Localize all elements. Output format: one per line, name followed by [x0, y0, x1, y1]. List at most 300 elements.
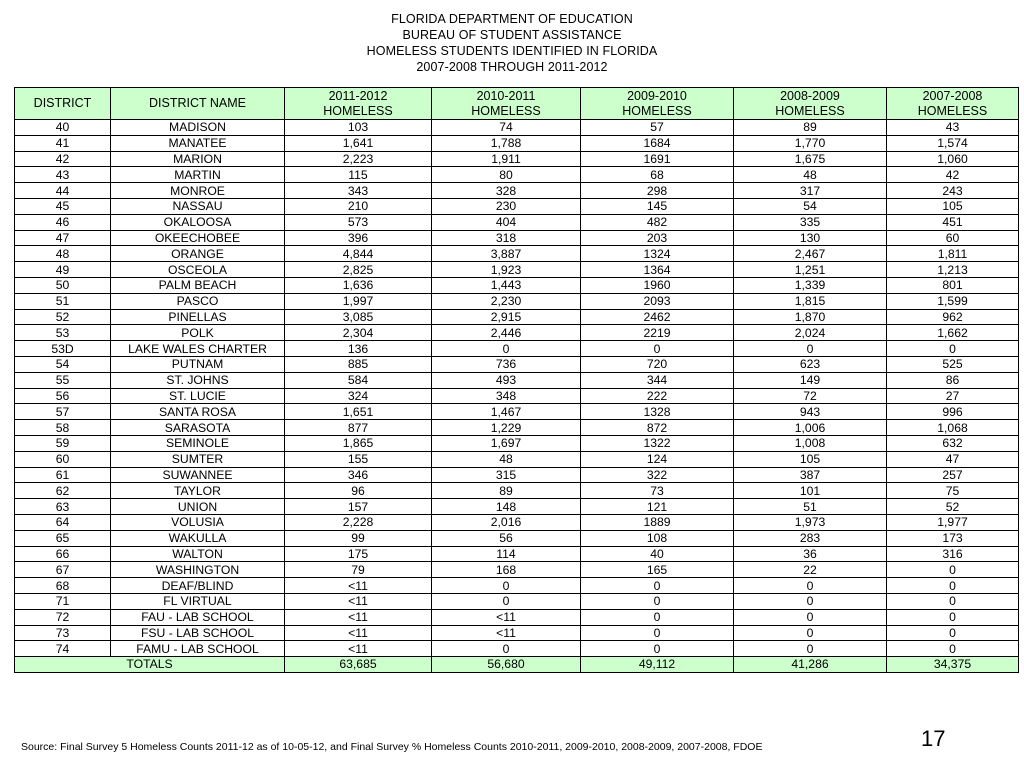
table-cell: 1,213 [887, 262, 1019, 278]
column-header [887, 88, 1019, 120]
table-cell: 584 [285, 372, 432, 388]
table-row [15, 467, 1019, 483]
table-cell: 632 [887, 435, 1019, 451]
table-cell: 0 [581, 578, 734, 594]
table-cell: 2,304 [285, 325, 432, 341]
table-row [15, 151, 1019, 167]
table-row [15, 372, 1019, 388]
table-cell: POLK [111, 325, 285, 341]
table-cell: <11 [432, 609, 581, 625]
table-cell: WASHINGTON [111, 562, 285, 578]
table-cell: OKEECHOBEE [111, 230, 285, 246]
table-cell: 0 [887, 562, 1019, 578]
table-cell: 0 [887, 341, 1019, 357]
table-cell: SEMINOLE [111, 435, 285, 451]
source-note: Source: Final Survey 5 Homeless Counts 2011-12 as of 10-05-12, and Final Survey % Homeless Counts 2010-2011, 2009-2010, 2008-2009, 2007-2008, FDOE [21, 741, 763, 753]
table-cell: 343 [285, 183, 432, 199]
table-cell: 0 [734, 341, 887, 357]
column-header-line: HOMELESS [622, 103, 692, 118]
table-cell: 148 [432, 499, 581, 515]
table-cell: 53 [15, 325, 111, 341]
table-cell: 60 [887, 230, 1019, 246]
table-cell: 1691 [581, 151, 734, 167]
column-header-line: HOMELESS [775, 103, 845, 118]
table-cell: 2462 [581, 309, 734, 325]
table-cell: 59 [15, 435, 111, 451]
table-cell: 1,788 [432, 135, 581, 151]
table-cell: 71 [15, 593, 111, 609]
table-row [15, 356, 1019, 372]
table-row [15, 435, 1019, 451]
table-cell: 1,636 [285, 277, 432, 293]
table-cell: 57 [15, 404, 111, 420]
table-cell: 42 [887, 167, 1019, 183]
table-cell: 63 [15, 499, 111, 515]
table-cell: 0 [734, 593, 887, 609]
table-cell: MARION [111, 151, 285, 167]
table-cell: 1364 [581, 262, 734, 278]
table-cell: DEAF/BLIND [111, 578, 285, 594]
table-cell: 52 [15, 309, 111, 325]
table-cell: 173 [887, 530, 1019, 546]
table-cell: 60 [15, 451, 111, 467]
table-row [15, 277, 1019, 293]
table-row [15, 483, 1019, 499]
title-line-3: HOMELESS STUDENTS IDENTIFIED IN FLORIDA [366, 44, 658, 58]
table-row [15, 451, 1019, 467]
table-row [15, 325, 1019, 341]
table-body [15, 120, 1019, 673]
table-cell: 2093 [581, 293, 734, 309]
table-cell: 0 [887, 578, 1019, 594]
table-cell: 53D [15, 341, 111, 357]
table-cell: 89 [734, 120, 887, 136]
table-cell: 1,675 [734, 151, 887, 167]
table-cell: 230 [432, 198, 581, 214]
table-cell: 2,228 [285, 514, 432, 530]
table-cell: <11 [432, 625, 581, 641]
table-cell: 22 [734, 562, 887, 578]
table-cell: 316 [887, 546, 1019, 562]
table-cell: 136 [285, 341, 432, 357]
table-cell: 2,467 [734, 246, 887, 262]
table-row [15, 183, 1019, 199]
column-header-line: DISTRICT [33, 96, 92, 110]
column-header-line: 2007-2008 [922, 88, 983, 103]
table-cell: MADISON [111, 120, 285, 136]
table-cell: 50 [15, 277, 111, 293]
table-cell: 2,230 [432, 293, 581, 309]
table-cell: 155 [285, 451, 432, 467]
table-cell: 0 [432, 641, 581, 657]
table-row [15, 609, 1019, 625]
table-cell: 0 [887, 609, 1019, 625]
table-cell: 0 [581, 341, 734, 357]
table-cell: 68 [15, 578, 111, 594]
table-cell: 493 [432, 372, 581, 388]
table-cell: 101 [734, 483, 887, 499]
table-cell: 62 [15, 483, 111, 499]
table-cell: 1,770 [734, 135, 887, 151]
table-cell: 105 [734, 451, 887, 467]
table-cell: 175 [285, 546, 432, 562]
column-header [285, 88, 432, 120]
table-cell: 72 [15, 609, 111, 625]
table-cell: 328 [432, 183, 581, 199]
table-cell: 121 [581, 499, 734, 515]
column-header-line: 2008-2009 [780, 88, 840, 103]
table-cell: 1328 [581, 404, 734, 420]
table-cell: 3,085 [285, 309, 432, 325]
table-cell: 36 [734, 546, 887, 562]
table-cell: 0 [432, 593, 581, 609]
table-cell: 387 [734, 467, 887, 483]
table-cell: 41 [15, 135, 111, 151]
table-cell: 0 [581, 625, 734, 641]
table-cell: 1,662 [887, 325, 1019, 341]
table-cell: PUTNAM [111, 356, 285, 372]
table-cell: 943 [734, 404, 887, 420]
column-header [111, 88, 285, 120]
table-cell: 108 [581, 530, 734, 546]
table-cell: ST. LUCIE [111, 388, 285, 404]
column-header-line: 2011-2012 [328, 88, 388, 103]
table-cell: 1324 [581, 246, 734, 262]
title-line-4: 2007-2008 THROUGH 2011-2012 [416, 60, 608, 74]
table-cell: 1322 [581, 435, 734, 451]
table-cell: 0 [734, 641, 887, 657]
totals-cell: 63,685 [285, 657, 432, 673]
table-cell: MARTIN [111, 167, 285, 183]
table-row [15, 641, 1019, 657]
table-row [15, 230, 1019, 246]
table-cell: 996 [887, 404, 1019, 420]
table-cell: 168 [432, 562, 581, 578]
table-cell: 0 [734, 625, 887, 641]
table-cell: 1,229 [432, 420, 581, 436]
totals-cell: 49,112 [581, 657, 734, 673]
table-cell: 47 [15, 230, 111, 246]
totals-cell: 34,375 [887, 657, 1019, 673]
table-cell: 68 [581, 167, 734, 183]
table-cell: 73 [581, 483, 734, 499]
title-line-1: FLORIDA DEPARTMENT OF EDUCATION [391, 12, 633, 26]
table-cell: OKALOOSA [111, 214, 285, 230]
table-cell: 0 [581, 641, 734, 657]
table-cell: 1,467 [432, 404, 581, 420]
table-row [15, 246, 1019, 262]
table-cell: 157 [285, 499, 432, 515]
table-cell: SUWANNEE [111, 467, 285, 483]
table-cell: 1,008 [734, 435, 887, 451]
table-cell: 27 [887, 388, 1019, 404]
table-cell: 482 [581, 214, 734, 230]
table-cell: SUMTER [111, 451, 285, 467]
table-cell: 404 [432, 214, 581, 230]
table-cell: <11 [285, 641, 432, 657]
table-cell: FSU - LAB SCHOOL [111, 625, 285, 641]
table-row [15, 214, 1019, 230]
table-cell: 0 [432, 341, 581, 357]
table-cell: 58 [15, 420, 111, 436]
table-row [15, 530, 1019, 546]
table-cell: 348 [432, 388, 581, 404]
table-cell: WAKULLA [111, 530, 285, 546]
table-cell: NASSAU [111, 198, 285, 214]
table-cell: 105 [887, 198, 1019, 214]
table-cell: 0 [581, 593, 734, 609]
table-cell: 801 [887, 277, 1019, 293]
column-header-line: 2009-2010 [627, 88, 687, 103]
table-cell: PASCO [111, 293, 285, 309]
table-cell: 72 [734, 388, 887, 404]
table-cell: 65 [15, 530, 111, 546]
table-cell: 1,865 [285, 435, 432, 451]
table-cell: 42 [15, 151, 111, 167]
column-header-line: HOMELESS [917, 103, 988, 118]
table-cell: 1,060 [887, 151, 1019, 167]
table-cell: <11 [285, 593, 432, 609]
table-cell: 2,915 [432, 309, 581, 325]
table-cell: <11 [285, 625, 432, 641]
table-cell: 1960 [581, 277, 734, 293]
table-cell: 1,870 [734, 309, 887, 325]
table-row [15, 120, 1019, 136]
table-cell: 130 [734, 230, 887, 246]
totals-cell: 56,680 [432, 657, 581, 673]
table-cell: 66 [15, 546, 111, 562]
table-row [15, 167, 1019, 183]
totals-label: TOTALS [15, 657, 285, 673]
column-header-line: 2010-2011 [476, 88, 536, 103]
table-cell: 80 [432, 167, 581, 183]
table-cell: 962 [887, 309, 1019, 325]
table-cell: 0 [887, 593, 1019, 609]
table-cell: SARASOTA [111, 420, 285, 436]
table-cell: 525 [887, 356, 1019, 372]
table-cell: 2,016 [432, 514, 581, 530]
table-cell: 2219 [581, 325, 734, 341]
table-cell: 720 [581, 356, 734, 372]
table-cell: 55 [15, 372, 111, 388]
table-cell: VOLUSIA [111, 514, 285, 530]
table-cell: 298 [581, 183, 734, 199]
column-header-line: HOMELESS [471, 103, 541, 118]
table-cell: 317 [734, 183, 887, 199]
table-row [15, 293, 1019, 309]
table-cell: 222 [581, 388, 734, 404]
table-cell: LAKE WALES CHARTER [111, 341, 285, 357]
table-cell: 0 [887, 625, 1019, 641]
table-cell: 4,844 [285, 246, 432, 262]
table-cell: FAMU - LAB SCHOOL [111, 641, 285, 657]
table-cell: 1,973 [734, 514, 887, 530]
table-cell: 210 [285, 198, 432, 214]
table-cell: 0 [581, 609, 734, 625]
table-cell: 324 [285, 388, 432, 404]
table-cell: 1,977 [887, 514, 1019, 530]
table-row [15, 593, 1019, 609]
table-cell: 573 [285, 214, 432, 230]
table-cell: 79 [285, 562, 432, 578]
table-cell: 2,223 [285, 151, 432, 167]
header-row [15, 88, 1019, 120]
table-cell: 1,923 [432, 262, 581, 278]
table-cell: 2,446 [432, 325, 581, 341]
table-cell: 1,811 [887, 246, 1019, 262]
table-cell: 74 [15, 641, 111, 657]
table-cell: 124 [581, 451, 734, 467]
table-cell: 56 [432, 530, 581, 546]
table-cell: 47 [887, 451, 1019, 467]
table-row [15, 578, 1019, 594]
table-cell: 885 [285, 356, 432, 372]
table-cell: 48 [734, 167, 887, 183]
table-cell: 54 [15, 356, 111, 372]
table-row [15, 135, 1019, 151]
table-cell: 1,574 [887, 135, 1019, 151]
table-row [15, 420, 1019, 436]
table-cell: 736 [432, 356, 581, 372]
table-cell: 74 [432, 120, 581, 136]
table-cell: 103 [285, 120, 432, 136]
table-row [15, 562, 1019, 578]
table-row [15, 499, 1019, 515]
table-cell: 1,651 [285, 404, 432, 420]
report-title [0, 11, 1024, 75]
table-cell: 45 [15, 198, 111, 214]
table-cell: 51 [734, 499, 887, 515]
table-cell: FL VIRTUAL [111, 593, 285, 609]
table-cell: 0 [887, 641, 1019, 657]
table-cell: FAU - LAB SCHOOL [111, 609, 285, 625]
table-row [15, 262, 1019, 278]
table-cell: 56 [15, 388, 111, 404]
table-cell: 1,697 [432, 435, 581, 451]
table-cell: 872 [581, 420, 734, 436]
table-cell: 46 [15, 214, 111, 230]
table-cell: OSCEOLA [111, 262, 285, 278]
table-cell: 89 [432, 483, 581, 499]
table-cell: 1,068 [887, 420, 1019, 436]
table-cell: 623 [734, 356, 887, 372]
table-cell: 1,251 [734, 262, 887, 278]
table-cell: 51 [15, 293, 111, 309]
table-cell: 48 [15, 246, 111, 262]
table-cell: SANTA ROSA [111, 404, 285, 420]
table-cell: 43 [15, 167, 111, 183]
table-cell: 99 [285, 530, 432, 546]
totals-row [15, 657, 1019, 673]
table-row [15, 625, 1019, 641]
table-row [15, 388, 1019, 404]
table-cell: 52 [887, 499, 1019, 515]
column-header [581, 88, 734, 120]
table-cell: 64 [15, 514, 111, 530]
title-line-2: BUREAU OF STUDENT ASSISTANCE [402, 28, 622, 42]
page-number: 17 [921, 726, 946, 751]
table-cell: 1,911 [432, 151, 581, 167]
table-cell: 318 [432, 230, 581, 246]
table-cell: 203 [581, 230, 734, 246]
table-cell: ST. JOHNS [111, 372, 285, 388]
table-cell: 54 [734, 198, 887, 214]
table-cell: 49 [15, 262, 111, 278]
table-cell: 1,815 [734, 293, 887, 309]
table-cell: 165 [581, 562, 734, 578]
table-cell: <11 [285, 578, 432, 594]
table-row [15, 404, 1019, 420]
table-cell: 73 [15, 625, 111, 641]
table-cell: 1889 [581, 514, 734, 530]
table-cell: 43 [887, 120, 1019, 136]
table-cell: 1,339 [734, 277, 887, 293]
table-cell: 149 [734, 372, 887, 388]
table-cell: 1,641 [285, 135, 432, 151]
table-cell: MONROE [111, 183, 285, 199]
table-cell: 40 [581, 546, 734, 562]
table-cell: 243 [887, 183, 1019, 199]
table-cell: 96 [285, 483, 432, 499]
table-cell: 2,825 [285, 262, 432, 278]
table-cell: ORANGE [111, 246, 285, 262]
table-row [15, 514, 1019, 530]
table-cell: UNION [111, 499, 285, 515]
table-cell: 44 [15, 183, 111, 199]
table-cell: <11 [285, 609, 432, 625]
table-cell: 346 [285, 467, 432, 483]
table-cell: 86 [887, 372, 1019, 388]
table-cell: 0 [432, 578, 581, 594]
table-cell: 40 [15, 120, 111, 136]
table-cell: 1684 [581, 135, 734, 151]
table-cell: 451 [887, 214, 1019, 230]
table-cell: 335 [734, 214, 887, 230]
table-cell: MANATEE [111, 135, 285, 151]
table-cell: 0 [734, 578, 887, 594]
table-cell: 1,443 [432, 277, 581, 293]
column-header-line: DISTRICT NAME [149, 96, 246, 110]
column-header [15, 88, 111, 120]
table-cell: 75 [887, 483, 1019, 499]
column-header [432, 88, 581, 120]
table-cell: 283 [734, 530, 887, 546]
homeless-students-table [14, 87, 1019, 673]
table-cell: WALTON [111, 546, 285, 562]
table-cell: 322 [581, 467, 734, 483]
column-header [734, 88, 887, 120]
table-cell: PINELLAS [111, 309, 285, 325]
table-cell: 1,997 [285, 293, 432, 309]
table-cell: 1,599 [887, 293, 1019, 309]
table-cell: 115 [285, 167, 432, 183]
table-cell: 145 [581, 198, 734, 214]
table-cell: 396 [285, 230, 432, 246]
table-row [15, 198, 1019, 214]
table-cell: 0 [734, 609, 887, 625]
table-cell: 1,006 [734, 420, 887, 436]
table-cell: PALM BEACH [111, 277, 285, 293]
table-cell: 2,024 [734, 325, 887, 341]
table-cell: 114 [432, 546, 581, 562]
column-header-line: HOMELESS [323, 103, 393, 118]
table-cell: 315 [432, 467, 581, 483]
table-cell: 344 [581, 372, 734, 388]
totals-cell: 41,286 [734, 657, 887, 673]
table-cell: 48 [432, 451, 581, 467]
table-row [15, 309, 1019, 325]
table-cell: 3,887 [432, 246, 581, 262]
